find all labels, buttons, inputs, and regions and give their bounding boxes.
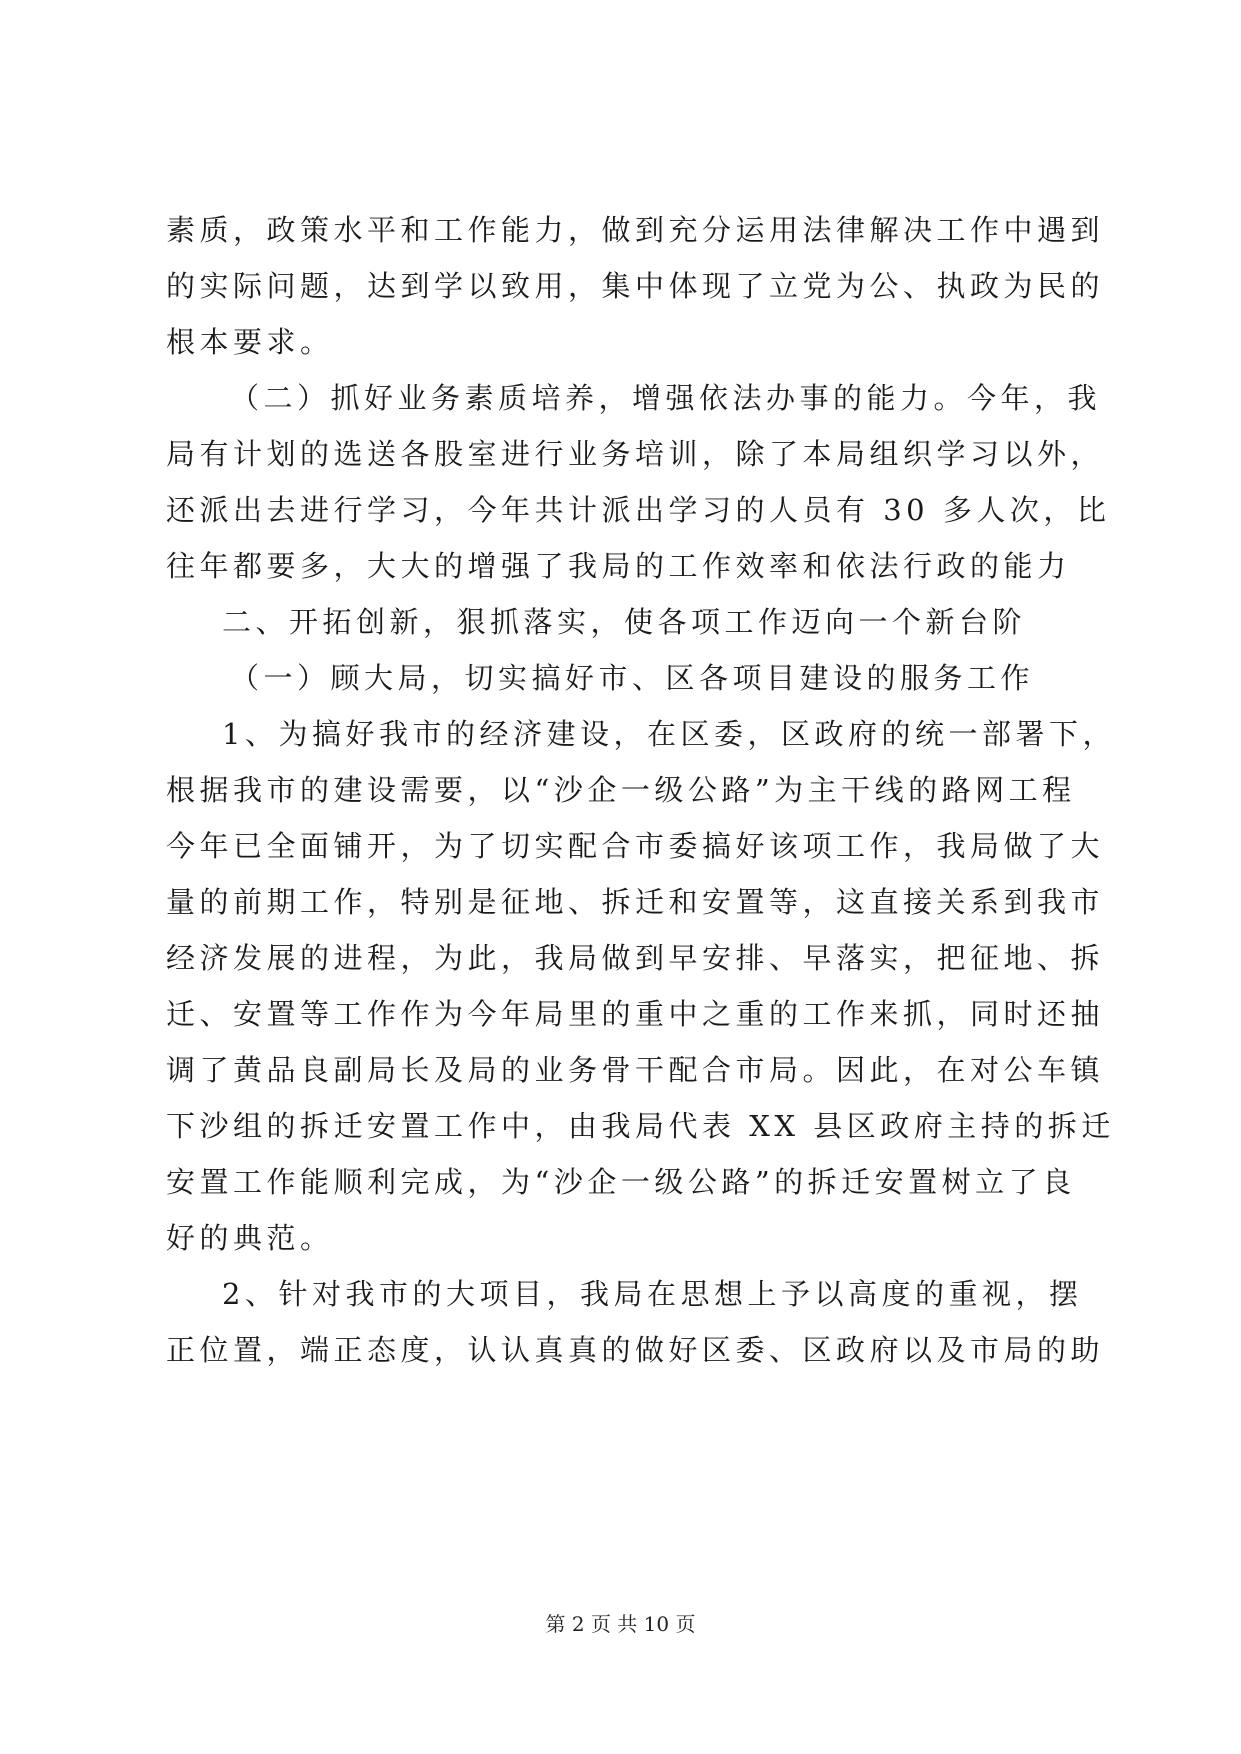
body-line: 往年都要多，大大的增强了我局的工作效率和依法行政的能力 [166,549,1071,583]
body-line: 还派出去进行学习，今年共计派出学习的人员有 30 多人次，比 [166,493,1111,527]
body-line: 2、针对我市的大项目，我局在思想上予以高度的重视，摆 [222,1277,1083,1311]
body-line: 经济发展的进程，为此，我局做到早安排、早落实，把征地、拆 [166,941,1105,975]
body-line: 的实际问题，达到学以致用，集中体现了立党为公、执政为民的 [166,269,1105,303]
body-line: 下沙组的拆迁安置工作中，由我局代表 XX 县区政府主持的拆迁 [166,1109,1115,1143]
section-heading: 二、开拓创新，狠抓落实，使各项工作迈向一个新台阶 [222,605,1027,639]
body-line: 根本要求。 [166,325,334,359]
section-heading: （二）抓好业务素质培养，增强依法办事的能力。今年，我 [230,381,1102,415]
body-line: 1、为搞好我市的经济建设，在区委，区政府的统一部署下， [222,717,1116,751]
body-line: 根据我市的建设需要，以“沙企一级公路”为主干线的路网工程 [166,773,1076,807]
body-line: 调了黄品良副局长及局的业务骨干配合市局。因此，在对公车镇 [166,1053,1105,1087]
body-line: 局有计划的选送各股室进行业务培训，除了本局组织学习以外， [166,437,1105,471]
body-line: 好的典范。 [166,1221,334,1255]
body-line: 安置工作能顺利完成，为“沙企一级公路”的拆迁安置树立了良 [166,1165,1076,1199]
body-line: 迁、安置等工作作为今年局里的重中之重的工作来抓，同时还抽 [166,997,1105,1031]
section-heading: （一）顾大局，切实搞好市、区各项目建设的服务工作 [230,661,1035,695]
body-line: 正位置，端正态度，认认真真的做好区委、区政府以及市局的助 [166,1333,1105,1367]
body-line: 量的前期工作，特别是征地、拆迁和安置等，这直接关系到我市 [166,885,1105,919]
page-number-footer: 第 2 页 共 10 页 [545,1612,696,1636]
body-line: 素质，政策水平和工作能力，做到充分运用法律解决工作中遇到 [166,213,1105,247]
body-line: 今年已全面铺开，为了切实配合市委搞好该项工作，我局做了大 [166,829,1105,863]
